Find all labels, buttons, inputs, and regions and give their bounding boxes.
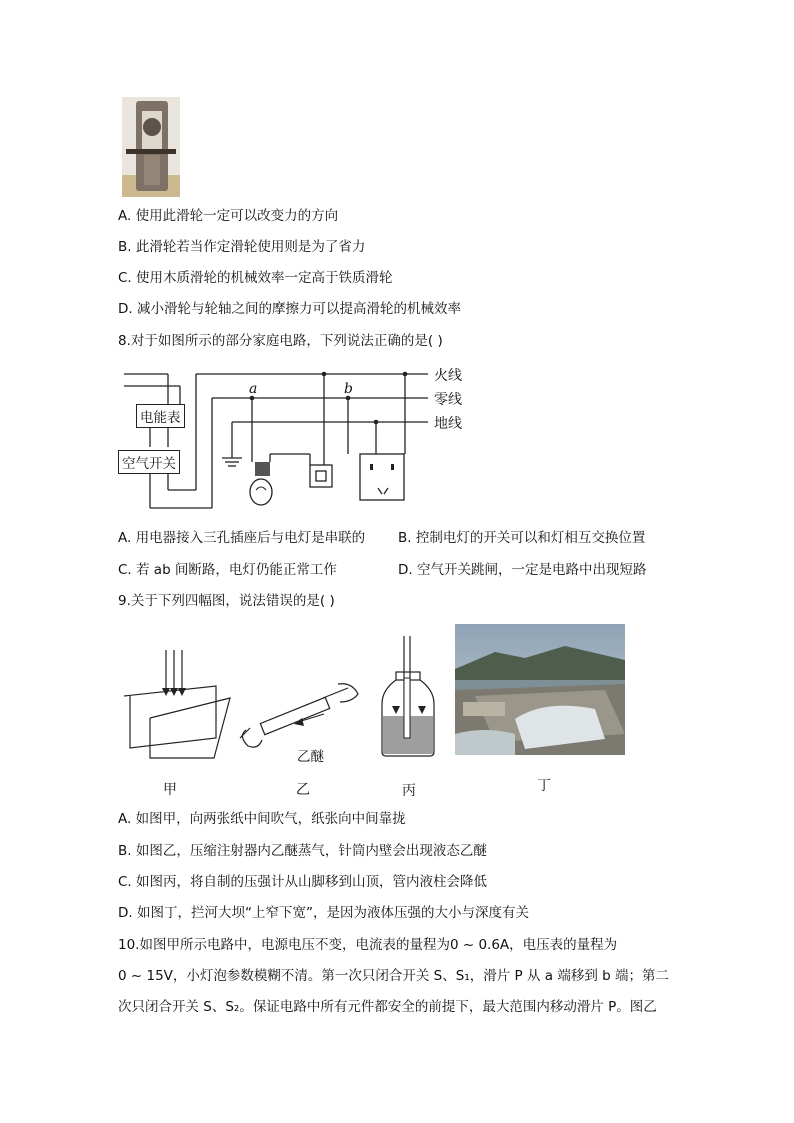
figure-label-jia: 甲 [163,782,177,798]
q10-line-1: 10.如图甲所示电路中，电源电压不变，电流表的量程为0 ~ 0.6A，电压表的量程为 [118,937,618,953]
q8-option-a: A. 用电器接入三孔插座后与电灯是串联的 [118,530,366,546]
figure-label-ding: 丁 [537,778,551,794]
node-label-b: b [344,381,353,397]
q9-option-b: B. 如图乙，压缩注射器内乙醚蒸气，针筒内壁会出现液态乙醚 [118,843,487,859]
figure-yi-syringe [238,680,366,750]
pulley-photo [122,97,180,197]
household-circuit-diagram [120,362,440,512]
q7-option-d: D. 减小滑轮与轮轴之间的摩擦力可以提高滑轮的机械效率 [118,301,461,317]
wire-label-live: 火线 [434,368,462,384]
figure-jia-papers [120,648,232,763]
q8-option-d: D. 空气开关跳闸，一定是电路中出现短路 [398,562,647,578]
figure-label-yi: 乙 [296,782,310,798]
q7-option-a: A. 使用此滑轮一定可以改变力的方向 [118,208,339,224]
ether-label: 乙醚 [297,749,324,765]
q9-option-c: C. 如图丙，将自制的压强计从山脚移到山顶，管内液柱会降低 [118,874,488,890]
q8-option-b: B. 控制电灯的开关可以和灯相互交换位置 [398,530,646,546]
q8-stem: 8.对于如图所示的部分家庭电路，下列说法正确的是( ) [118,333,443,349]
q10-line-3: 次只闭合开关 S、S₂。保证电路中所有元件都安全的前提下，最大范围内移动滑片 P。图乙 [118,999,657,1015]
energy-meter-box: 电能表 [136,404,185,428]
figure-bing-bottle [380,636,436,758]
q10-line-2: 0 ~ 15V，小灯泡参数模糊不清。第一次只闭合开关 S、S₁，滑片 P 从 a 端移到 b 端；第二 [118,968,669,984]
q9-option-a: A. 如图甲，向两张纸中间吹气，纸张向中间靠拢 [118,811,406,827]
q8-option-c: C. 若 ab 间断路，电灯仍能正常工作 [118,562,337,578]
figure-ding-dam-photo [455,624,625,755]
wire-label-neutral: 零线 [434,392,462,408]
node-label-a: a [249,381,258,397]
figure-label-bing: 丙 [402,783,416,799]
q9-stem: 9.关于下列四幅图，说法错误的是( ) [118,593,335,609]
q7-option-b: B. 此滑轮若当作定滑轮使用则是为了省力 [118,239,366,255]
q9-option-d: D. 如图丁，拦河大坝“上窄下宽”，是因为液体压强的大小与深度有关 [118,905,529,921]
wire-label-ground: 地线 [434,416,462,432]
q7-option-c: C. 使用木质滑轮的机械效率一定高于铁质滑轮 [118,270,393,286]
air-switch-box: 空气开关 [118,450,180,474]
